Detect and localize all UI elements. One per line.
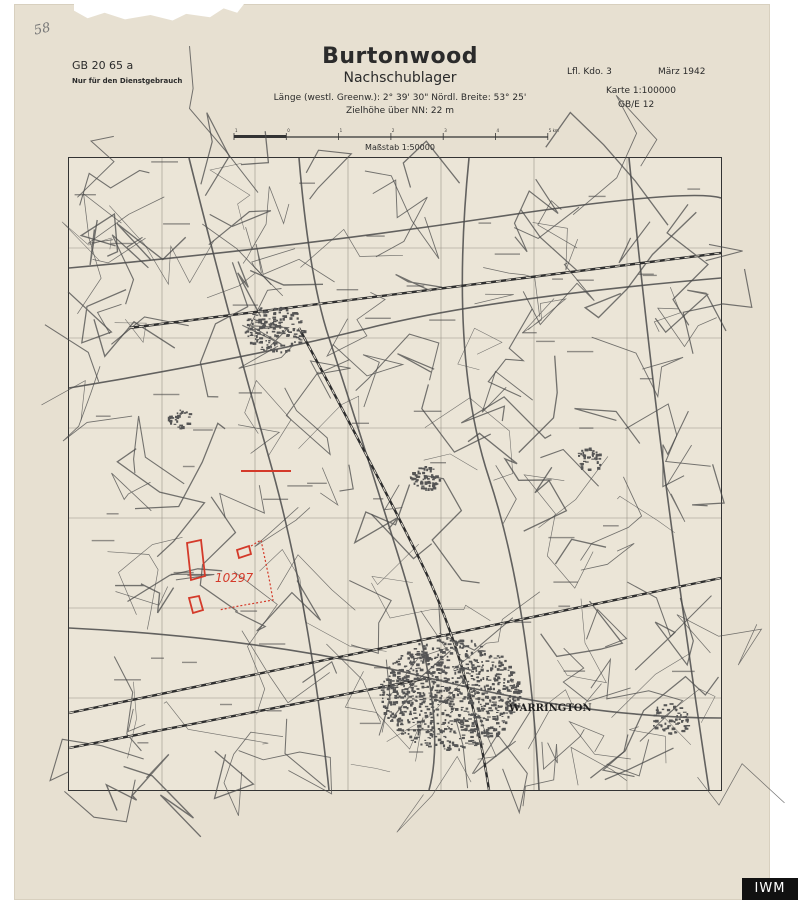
coordinates: Länge (westl. Greenw.): 2° 39' 30" Nördl. Breite: 53° 25' [273,93,527,103]
scale-bar [234,128,559,142]
topographic-map [69,158,721,790]
target-area-south [189,596,203,613]
map-scale-ref: Karte 1:100000 [606,86,677,96]
torn-edge [74,4,244,26]
map-area[interactable] [68,157,722,791]
scale-tick-label: 5 km [548,128,559,133]
scale-tick-label: 4 [496,128,500,133]
target-area-east [237,546,251,558]
town-label-warrington: WARRINGTON [509,703,592,714]
target-outline [187,471,291,613]
pencil-mark: 58 [32,20,52,39]
target-height: Zielhöhe über NN: 22 m [346,106,454,116]
scale-tick-label: 1 [339,128,343,133]
grid-reference: GB/E 12 [618,100,655,110]
page-subtitle: Nachschublager [343,70,457,86]
scale-tick-label: 3 [444,128,447,133]
scale-label: Maßstab 1:50000 [365,143,435,152]
scale-tick-label: 1 [235,128,238,133]
document-code: GB 20 65 a [72,59,134,72]
target-number: 10297 [215,571,254,585]
page-title: Burtonwood [322,44,478,69]
scale-tick-label: 2 [391,128,395,133]
iwm-watermark: IWM [742,878,798,900]
scale-tick-label: 0 [287,128,290,133]
restriction-note: Nur für den Dienstgebrauch [72,77,183,85]
issue-date: März 1942 [658,67,706,77]
command-unit: Lfl. Kdo. 3 [567,67,612,77]
